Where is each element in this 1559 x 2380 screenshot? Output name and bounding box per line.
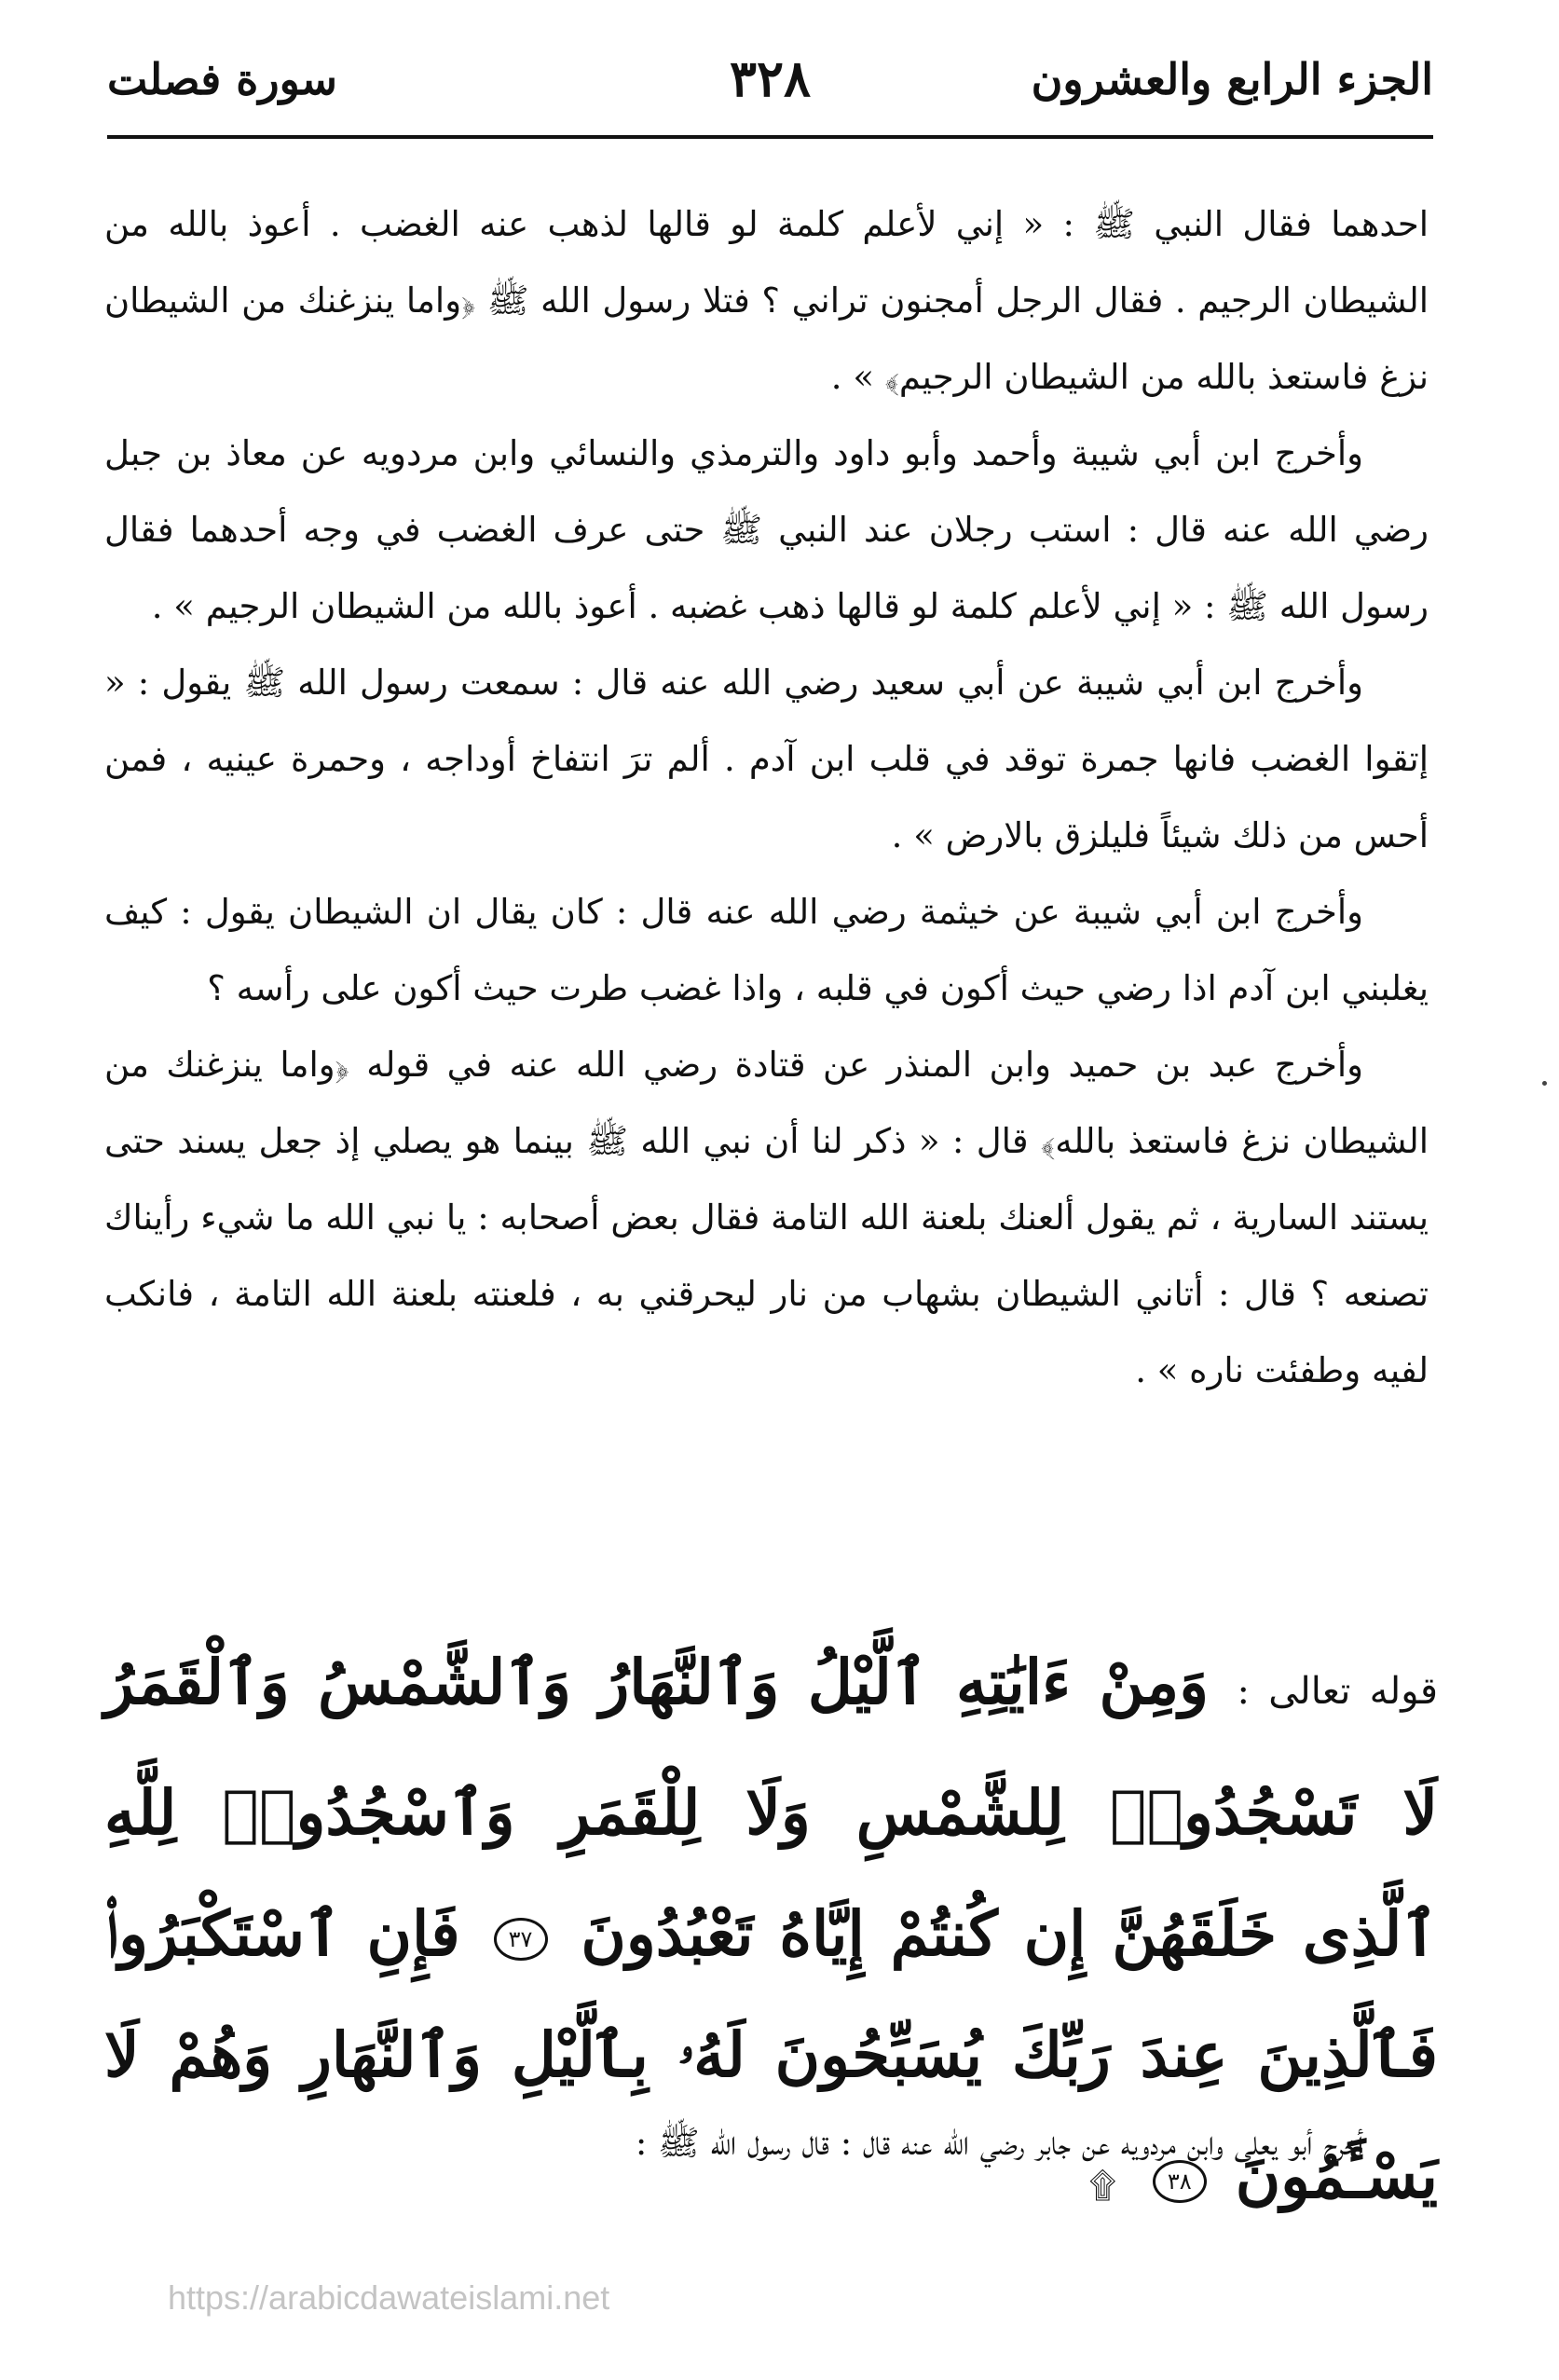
surah-title: سورة فصلت bbox=[107, 54, 337, 104]
paragraph-4: وأخرج ابن أبي شيبة عن خيثمة رضي الله عنه قال : كان يقال ان الشيطان يقول : كيف يغلبني ابن آدم اذا رضي حيث أكون في قلبه ، واذا غضب طرت حيث أكون على رأسه ؟ bbox=[104, 892, 1429, 1008]
paragraph-5: وأخرج عبد بن حميد وابن المنذر عن قتادة رضي الله عنه في قوله ﴿واما ينزغنك من الشيطان نزغ فاستعذ بالله﴾ قال : « ذكر لنا أن نبي الله ﷺ بينما هو يصلي إذ جعل يسند حتى يستند السارية ، ثم يقول ألعنك بلعنة الله التامة فقال بعض أصحابه : يا نبي الله ما شيء رأيناك تصنعه ؟ قال : أتاني الشيطان بشهاب من نار ليحرقني به ، فلعنته بلعنة الله التامة ، فانكب لفيه وطفئت ناره » . bbox=[104, 1045, 1429, 1390]
paragraph-2: وأخرج ابن أبي شيبة وأحمد وأبو داود والترمذي والنسائي وابن مردويه عن معاذ بن جبل رضي الله عنه قال : استب رجلان عند النبي ﷺ حتى عرف الغضب في وجه أحدهما فقال رسول الله ﷺ : « إني لأعلم كلمة لو قالها ذهب غضبه . أعوذ بالله من الشيطان الرجيم » . bbox=[104, 433, 1429, 626]
header-divider bbox=[107, 135, 1433, 139]
closing-paragraph: أخرج أبو يعلى وابن مردويه عن جابر رضي الله عنه قال : قال رسول الله ﷺ : bbox=[635, 2123, 1363, 2163]
paragraph-1: احدهما فقال النبي ﷺ : « إني لأعلم كلمة لو قالها لذهب عنه الغضب . أعوذ بالله من الشيطان الرجيم . فقال الرجل أمجنون تراني ؟ فتلا رسول الله ﷺ ﴿واما ينزغنك من الشيطان نزغ فاستعذ بالله من الشيطان الرجيم﴾ » . bbox=[104, 204, 1429, 397]
page-number: ٣٢٨ bbox=[729, 48, 812, 108]
paragraph-3: وأخرج ابن أبي شيبة عن أبي سعيد رضي الله عنه قال : سمعت رسول الله ﷺ يقول : « إتقوا الغضب فانها جمرة توقد في قلب ابن آدم . ألم ترَ انتفاخ أوداجه ، وحمرة عينيه ، فمن أحس من ذلك شيئاً فليلزق بالارض » . bbox=[104, 663, 1429, 855]
verse-number-marker: ٣٧ bbox=[494, 1918, 548, 1961]
sajda-icon: ۩ bbox=[1088, 2165, 1116, 2206]
verse-38-text: فَإِنِ ٱسْتَكْبَرُوا۟ فَٱلَّذِينَ عِندَ رَبِّكَ يُسَبِّحُونَ لَهُۥ بِٱلَّيْلِ وَٱلنَّهَارِ وَهُمْ لَا يَسْـَٔمُونَ bbox=[104, 1897, 1438, 2212]
quran-intro: قوله تعالى : bbox=[1237, 1670, 1438, 1713]
verse-number-marker: ٣٨ bbox=[1153, 2160, 1207, 2203]
verse-37-text: وَمِنْ ءَايَٰتِهِ ٱلَّيْلُ وَٱلنَّهَارُ وَٱلشَّمْسُ وَٱلْقَمَرُ لَا تَسْجُدُوا۟ لِلشَّمْسِ وَلَا لِلْقَمَرِ وَٱسْجُدُوا۟ لِلَّهِ ٱلَّذِى خَلَقَهُنَّ إِن كُنتُمْ إِيَّاهُ تَعْبُدُونَ bbox=[104, 1646, 1438, 1970]
margin-dot bbox=[1542, 1081, 1547, 1086]
part-title: الجزء الرابع والعشرون bbox=[1031, 54, 1433, 104]
page-header bbox=[107, 45, 1433, 129]
watermark-url: https://arabicdawateislami.net bbox=[168, 2278, 610, 2317]
main-text bbox=[104, 186, 1429, 1409]
